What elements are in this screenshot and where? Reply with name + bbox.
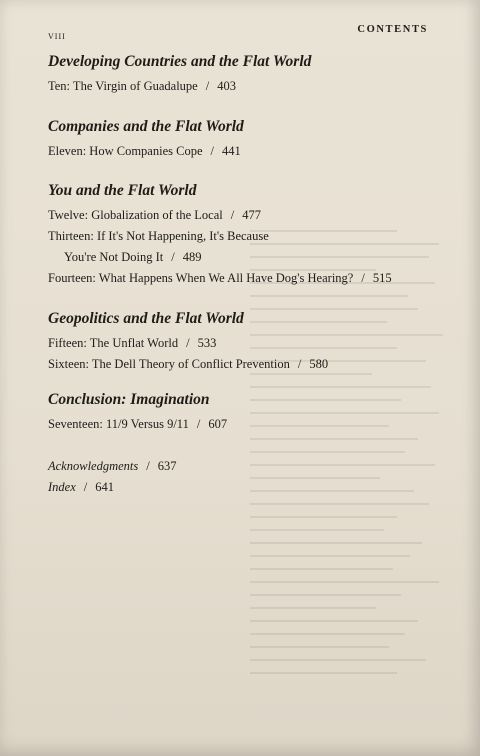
section-title: Developing Countries and the Flat World [48, 53, 312, 70]
toc-entry [48, 354, 448, 375]
entry-page: 641 [95, 480, 114, 494]
entry-label: Fourteen: What Happens When We All Have Dog's Hearing? [48, 271, 354, 285]
entry-page: 607 [208, 417, 228, 431]
section-title: Conclusion: Imagination [48, 391, 210, 408]
section-title: Geopolitics and the Flat World [48, 310, 244, 327]
entry-page: 477 [242, 208, 261, 222]
entry-page: 489 [182, 250, 202, 264]
entry-label: Fifteen: The Unflat World [48, 336, 179, 350]
section-title: Companies and the Flat World [48, 118, 244, 135]
toc-entry [48, 268, 448, 289]
separator: / [196, 417, 201, 431]
page-number: viii [48, 30, 66, 42]
entry-label: Ten: The Virgin of Guadalupe [48, 79, 198, 93]
separator: / [361, 271, 365, 285]
toc-section [48, 309, 448, 375]
toc-entry [48, 76, 448, 97]
toc-entry-continuation [48, 247, 448, 268]
separator: / [210, 144, 214, 158]
separator: / [297, 357, 302, 371]
entry-page: 533 [197, 336, 217, 350]
entry-page: 441 [221, 144, 241, 158]
entry-label: Twelve: Globalization of the Local [48, 208, 223, 222]
toc-entry [48, 226, 448, 247]
separator: / [205, 79, 210, 93]
toc-entry [48, 141, 448, 162]
section-title: You and the Flat World [48, 182, 197, 199]
separator: / [186, 336, 190, 350]
toc-entry [48, 456, 448, 477]
entry-label: Seventeen: 11/9 Versus 9/11 [48, 417, 189, 431]
toc-section [48, 117, 448, 162]
entry-page: 515 [372, 271, 392, 285]
toc-section [48, 52, 448, 97]
separator: / [83, 480, 88, 494]
entry-page: 637 [157, 459, 177, 473]
entry-label: Thirteen: If It's Not Happening, It's Because [48, 229, 269, 243]
entry-page: 403 [217, 79, 236, 93]
back-matter [48, 456, 448, 498]
toc-entry [48, 333, 448, 354]
separator: / [146, 459, 150, 473]
toc-section [48, 181, 448, 289]
toc-entry [48, 205, 448, 226]
toc-entry [48, 414, 448, 435]
separator: / [230, 208, 235, 222]
running-head: CONTENTS [357, 24, 428, 35]
entry-label: Eleven: How Companies Cope [48, 144, 203, 158]
entry-label: Acknowledgments [48, 459, 139, 473]
entry-label: Sixteen: The Dell Theory of Conflict Prevention [48, 357, 290, 371]
toc-entry [48, 477, 448, 498]
separator: / [171, 250, 175, 264]
entry-label-continued: You're Not Doing It [64, 250, 164, 264]
entry-page: 580 [309, 357, 329, 371]
entry-label: Index [48, 480, 76, 494]
toc-section [48, 390, 448, 435]
